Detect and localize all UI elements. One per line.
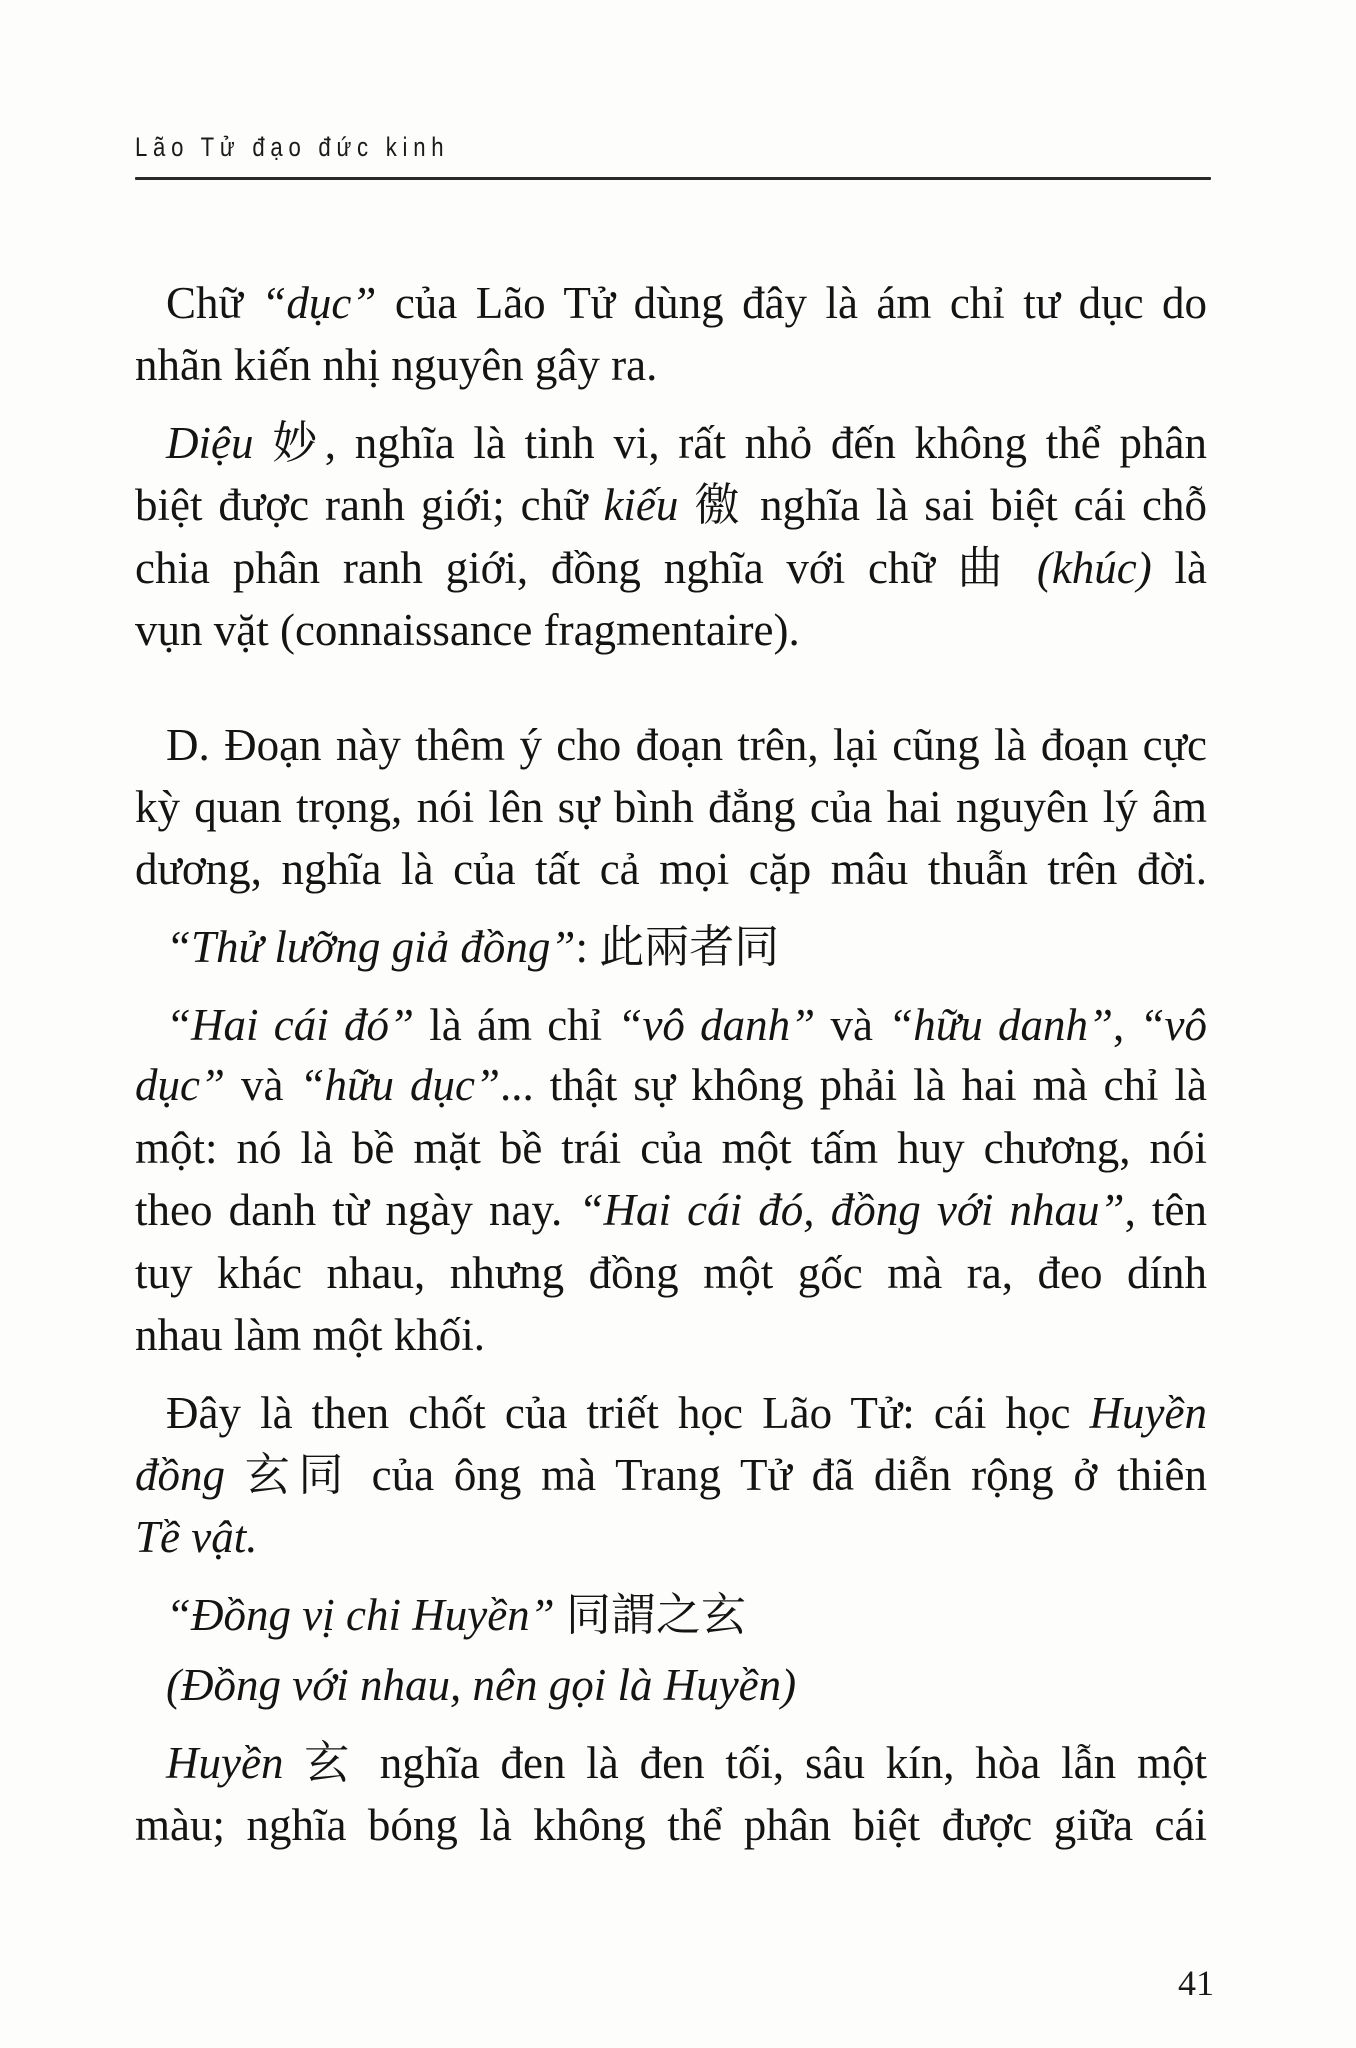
text-run: Đây là then chốt của triết học Lão Tử: cái học bbox=[166, 1388, 1090, 1438]
text-run: là bbox=[1151, 543, 1207, 593]
italic-run: Huyền bbox=[1089, 1388, 1207, 1438]
italic-run: “Hai cái đó, đồng với nhau” bbox=[578, 1185, 1125, 1235]
header-rule bbox=[135, 177, 1211, 180]
text-line bbox=[166, 418, 1207, 468]
text-run: , tên bbox=[1124, 1185, 1207, 1235]
text-run: 玄同 của ông mà Trang Tử đã diễn rộng ở thiên bbox=[225, 1450, 1207, 1500]
text-line bbox=[135, 1185, 1207, 1235]
italic-run: (khúc) bbox=[1036, 543, 1152, 593]
text-line bbox=[135, 1450, 1207, 1500]
italic-run: “Đồng vị chi Huyền” bbox=[166, 1590, 555, 1640]
text-line bbox=[135, 480, 1207, 530]
text-line bbox=[135, 1060, 1207, 1110]
text-line bbox=[135, 605, 1207, 655]
italic-run: “vô bbox=[1139, 1000, 1208, 1050]
text-line bbox=[135, 844, 1207, 894]
text-line bbox=[166, 720, 1207, 770]
text-line bbox=[135, 1123, 1207, 1173]
text-run: biệt được ranh giới; chữ bbox=[135, 480, 604, 530]
text-run: kỳ quan trọng, nói lên sự bình đẳng của hai nguyên lý âm bbox=[135, 782, 1207, 832]
text-line bbox=[166, 1738, 1207, 1788]
italic-run: Tề vật. bbox=[135, 1512, 258, 1562]
text-run: dương, nghĩa là của tất cả mọi cặp mâu thuẫn trên đời. bbox=[135, 844, 1207, 894]
text-run: theo danh từ ngày nay. bbox=[135, 1185, 579, 1235]
text-run: nhãn kiến nhị nguyên gây ra. bbox=[135, 340, 658, 390]
text-run: và bbox=[225, 1060, 300, 1110]
text-line bbox=[166, 278, 1207, 328]
italic-run: “Hai cái đó” bbox=[166, 1000, 415, 1050]
text-line bbox=[135, 1248, 1207, 1298]
text-line bbox=[135, 1310, 1207, 1360]
text-run: của Lão Tử dùng đây là ám chỉ tư dục do bbox=[376, 278, 1207, 328]
text-line bbox=[166, 922, 1207, 972]
text-line bbox=[135, 1512, 1207, 1562]
text-run: 同謂之玄 bbox=[554, 1590, 746, 1640]
text-run: Chữ bbox=[166, 278, 262, 328]
italic-run: Huyền bbox=[166, 1738, 284, 1788]
text-run: vụn vặt (connaissance fragmentaire). bbox=[135, 605, 800, 655]
text-line bbox=[166, 1660, 1207, 1710]
text-run: ... thật sự không phải là hai mà chỉ là bbox=[500, 1060, 1207, 1110]
italic-run: “hữu dục” bbox=[299, 1060, 501, 1110]
text-line bbox=[166, 1000, 1207, 1050]
text-run: , bbox=[1113, 1000, 1140, 1050]
text-run: 妙, nghĩa là tinh vi, rất nhỏ đến không thể phân bbox=[253, 418, 1207, 468]
text-run: một: nó là bề mặt bề trái của một tấm huy chương, nói bbox=[135, 1123, 1207, 1173]
running-head-title: Lão Tử đạo đức kinh bbox=[135, 132, 450, 162]
text-line bbox=[135, 340, 1207, 390]
italic-run: “Thử lưỡng giả đồng” bbox=[166, 922, 576, 972]
text-line bbox=[135, 1800, 1207, 1850]
text-run: nhau làm một khối. bbox=[135, 1310, 485, 1360]
text-line bbox=[166, 1388, 1207, 1438]
text-line bbox=[135, 782, 1207, 832]
text-run: 玄 nghĩa đen là đen tối, sâu kín, hòa lẫn một bbox=[283, 1738, 1207, 1788]
italic-run: “hữu danh” bbox=[888, 1000, 1114, 1050]
text-run: tuy khác nhau, nhưng đồng một gốc mà ra, đeo dính bbox=[135, 1248, 1207, 1298]
text-run: chia phân ranh giới, đồng nghĩa với chữ 曲 bbox=[135, 543, 1037, 593]
text-run: và bbox=[815, 1000, 889, 1050]
text-run: : 此兩者同 bbox=[575, 922, 780, 972]
italic-run: Diệu bbox=[166, 418, 254, 468]
page-number: 41 bbox=[1178, 1963, 1214, 2003]
text-run: D. Đoạn này thêm ý cho đoạn trên, lại cũng là đoạn cực bbox=[166, 720, 1207, 770]
text-run: màu; nghĩa bóng là không thể phân biệt được giữa cái bbox=[135, 1800, 1207, 1850]
italic-run: (Đồng với nhau, nên gọi là Huyền) bbox=[166, 1660, 797, 1710]
text-run: là ám chỉ bbox=[414, 1000, 618, 1050]
italic-run: “vô danh” bbox=[617, 1000, 816, 1050]
text-line bbox=[166, 1590, 1207, 1640]
italic-run: kiếu bbox=[603, 480, 679, 530]
italic-run: “dục” bbox=[261, 278, 377, 328]
italic-run: dục” bbox=[135, 1060, 225, 1110]
text-run: 徼 nghĩa là sai biệt cái chỗ bbox=[678, 480, 1207, 530]
italic-run: đồng bbox=[135, 1450, 225, 1500]
text-line bbox=[135, 543, 1207, 593]
